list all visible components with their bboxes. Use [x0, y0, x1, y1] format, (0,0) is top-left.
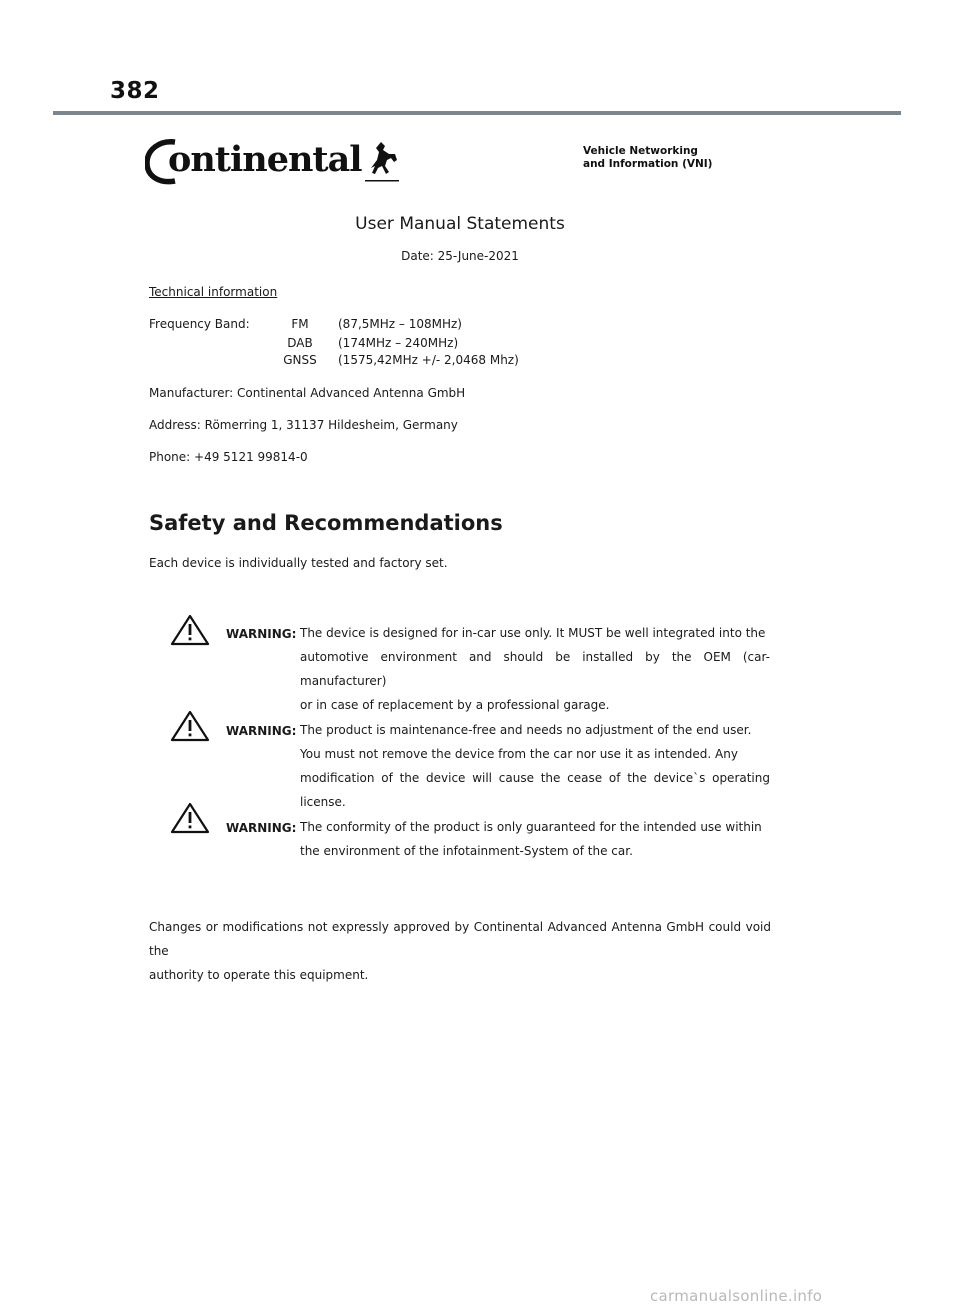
modifications-line: Changes or modifications not expressly approved by Continental Advanced Antenna GmbH could void the	[149, 920, 771, 958]
address-line: Address: Römerring 1, 31137 Hildesheim, Germany	[149, 418, 458, 432]
department-line-1: Vehicle Networking	[583, 145, 698, 157]
warning-line: automotive environment and should be installed by the OEM (car-manufacturer)	[300, 650, 770, 688]
band-name: DAB	[287, 336, 313, 350]
warning-line: The product is maintenance-free and needs no adjustment of the end user.	[300, 723, 752, 737]
document-title: User Manual Statements	[355, 214, 565, 234]
warning-label: WARNING:	[226, 627, 297, 641]
frequency-band-label: Frequency Band:	[149, 317, 250, 331]
phone-line: Phone: +49 5121 99814-0	[149, 450, 308, 464]
warning-text	[300, 621, 770, 717]
warning-line: the environment of the infotainment-System of the car.	[300, 844, 633, 858]
warning-line: modification of the device will cause the cease of the device`s operating license.	[300, 771, 770, 809]
logo-wordmark: ontinental	[168, 139, 362, 180]
warning-text	[300, 815, 770, 863]
warning-triangle-icon	[170, 614, 210, 646]
site-watermark: carmanualsonline.info	[650, 1287, 823, 1305]
safety-intro: Each device is individually tested and factory set.	[149, 556, 448, 570]
band-range: (1575,42MHz +/- 2,0468 Mhz)	[338, 353, 519, 367]
warning-text	[300, 718, 770, 814]
modifications-line: authority to operate this equipment.	[149, 968, 369, 982]
header-divider	[53, 111, 901, 115]
warning-triangle-icon	[170, 710, 210, 742]
warning-triangle-icon	[170, 802, 210, 834]
warning-line: You must not remove the device from the car nor use it as intended. Any	[300, 747, 738, 761]
warning-line: or in case of replacement by a professional garage.	[300, 698, 610, 712]
department-line-2: and Information (VNI)	[583, 158, 713, 170]
warning-label: WARNING:	[226, 724, 297, 738]
continental-logo	[145, 136, 401, 186]
warning-line: The device is designed for in-car use only. It MUST be well integrated into the	[300, 626, 766, 640]
band-range: (87,5MHz – 108MHz)	[338, 317, 462, 331]
warning-label: WARNING:	[226, 821, 297, 835]
band-name: GNSS	[283, 353, 317, 367]
warning-line: The conformity of the product is only guaranteed for the intended use within	[300, 820, 762, 834]
band-range: (174MHz – 240MHz)	[338, 336, 459, 350]
document-date: Date: 25-June-2021	[401, 249, 519, 263]
department-name	[583, 145, 712, 171]
technical-info-heading: Technical information	[149, 285, 278, 299]
modifications-notice	[149, 915, 771, 987]
page-number: 382	[110, 78, 160, 104]
manufacturer-line: Manufacturer: Continental Advanced Antenna GmbH	[149, 386, 466, 400]
band-name: FM	[291, 317, 309, 331]
safety-heading: Safety and Recommendations	[149, 511, 503, 535]
